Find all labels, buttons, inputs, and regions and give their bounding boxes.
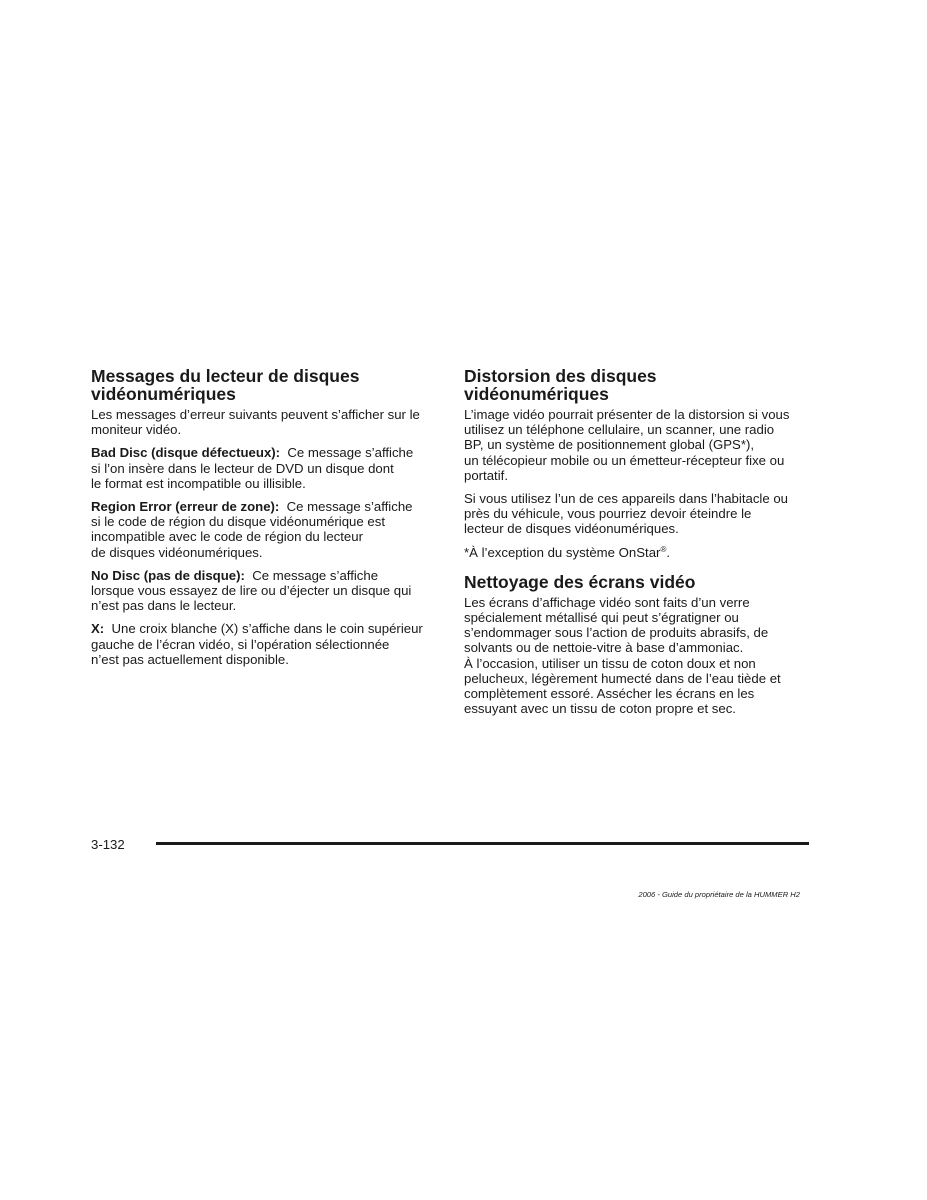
text-line: gauche de l’écran vidéo, si l’opération sélectionnée	[91, 636, 390, 652]
text-line: près du véhicule, vous pourriez devoir éteindre le	[464, 506, 752, 522]
device-paragraph	[464, 491, 814, 537]
text-line: spécialement métallisé qui peut s’égratigner ou	[464, 610, 739, 626]
text-line: Si vous utilisez l’un de ces appareils dans l’habitacle ou	[464, 491, 789, 507]
registered-mark: ®	[660, 544, 667, 554]
text-line: s’endommager sous l’action de produits abrasifs, de	[464, 625, 769, 641]
text-line: si l’on insère dans le lecteur de DVD un disque dont	[91, 460, 394, 476]
text-line: incompatible avec le code de région du lecteur	[91, 529, 363, 545]
text-line	[91, 568, 443, 583]
message-text: Ce message s’affiche	[286, 499, 413, 515]
text-line: portatif.	[464, 467, 508, 483]
text-line	[91, 621, 443, 636]
text-line: lecteur de disques vidéonumériques.	[464, 521, 679, 537]
message-text: Une croix blanche (X) s’affiche dans le coin supérieur	[111, 621, 423, 637]
text-line	[91, 445, 443, 460]
heading-line: Messages du lecteur de disques	[91, 366, 360, 386]
cleaning-paragraph	[464, 595, 814, 717]
text-line: lorsque vous essayez de lire ou d’éjecter un disque qui	[91, 583, 412, 599]
text-line: essuyant avec un tissu de coton propre et sec.	[464, 701, 736, 717]
text-line: Les messages d’erreur suivants peuvent s’afficher sur le	[91, 407, 420, 422]
left-column	[91, 367, 443, 675]
message-term: Region Error (erreur de zone):	[91, 499, 280, 515]
footnote-end: .	[666, 544, 671, 560]
text-line: n’est pas actuellement disponible.	[91, 651, 289, 667]
footnote	[464, 545, 814, 560]
document-title: 2006 - Guide du propriétaire de la HUMMER H2	[638, 890, 800, 899]
message-no-disc	[91, 568, 443, 614]
text-line: pelucheux, légèrement humecté dans de l’eau tiède et	[464, 670, 781, 686]
message-term: X:	[91, 621, 105, 637]
text-line	[464, 545, 814, 560]
heading-line: Distorsion des disques	[464, 366, 657, 386]
message-text: Ce message s’affiche	[287, 445, 414, 461]
message-text: Ce message s’affiche	[252, 567, 379, 583]
text-line: BP, un système de positionnement global (GPS*),	[464, 437, 755, 453]
page-number: 3-132	[91, 837, 125, 852]
message-region-error	[91, 499, 443, 560]
footnote-text: *À l’exception du système OnStar	[464, 544, 661, 560]
text-line	[91, 499, 443, 514]
intro-paragraph	[91, 407, 443, 437]
text-line: un télécopieur mobile ou un émetteur-récepteur fixe ou	[464, 452, 785, 468]
section-heading-messages	[91, 367, 443, 403]
text-line: L’image vidéo pourrait présenter de la distorsion si vous	[464, 407, 790, 422]
message-x	[91, 621, 443, 667]
message-term: Bad Disc (disque défectueux):	[91, 445, 281, 461]
text-line: de disques vidéonumériques.	[91, 544, 263, 560]
text-line: À l’occasion, utiliser un tissu de coton doux et non	[464, 655, 756, 671]
right-column	[464, 367, 814, 724]
distortion-paragraph	[464, 407, 814, 483]
message-term: No Disc (pas de disque):	[91, 567, 245, 583]
text-line: Les écrans d’affichage vidéo sont faits d’un verre	[464, 594, 750, 610]
section-heading-cleaning: Nettoyage des écrans vidéo	[464, 571, 696, 592]
footer-divider	[156, 842, 809, 845]
text-line: moniteur vidéo.	[91, 422, 182, 438]
text-line: si le code de région du disque vidéonumérique est	[91, 514, 385, 530]
section-heading-distortion	[464, 367, 814, 403]
text-line: le format est incompatible ou illisible.	[91, 475, 306, 491]
text-line: n’est pas dans le lecteur.	[91, 598, 237, 614]
heading-line: vidéonumériques	[464, 384, 609, 404]
heading-line: vidéonumériques	[91, 384, 236, 404]
message-bad-disc	[91, 445, 443, 491]
text-line: complètement essoré. Assécher les écrans en les	[464, 686, 755, 702]
text-line: utilisez un téléphone cellulaire, un scanner, une radio	[464, 422, 775, 438]
text-line: solvants ou de nettoie-vitre à base d’ammoniac.	[464, 640, 744, 656]
